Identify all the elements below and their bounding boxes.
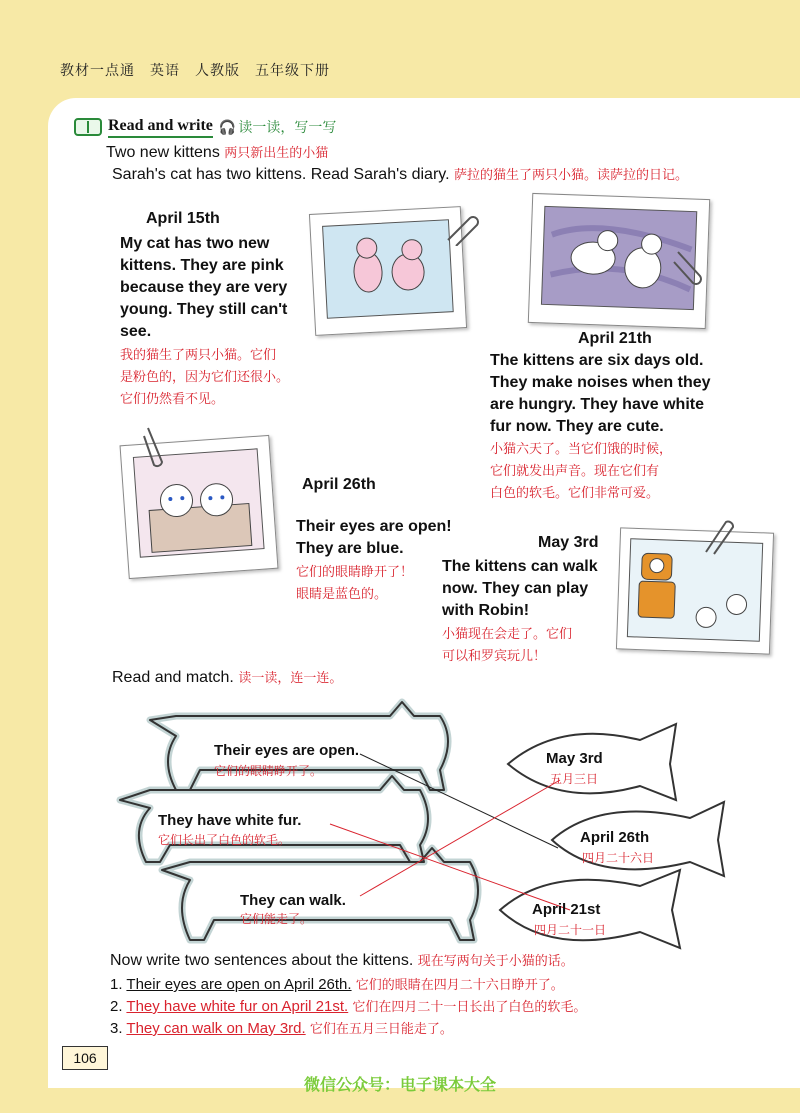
answer-cn: 它们在四月二十一日长出了白色的软毛。	[352, 999, 587, 1014]
fish-text-2: April 26th	[580, 829, 650, 846]
fish-cn-3: 四月二十一日	[534, 923, 607, 937]
fish-text-3: April 21st	[532, 901, 601, 918]
diary-date-1: April 15th	[146, 210, 220, 227]
diary-text-1: My cat has two new kittens. They are pink because they are very young. They still can't see.	[120, 235, 288, 340]
diary-date-3: April 26th	[302, 476, 376, 493]
write-instruction-en: Now write two sentences about the kittens.	[110, 952, 414, 969]
task-en: Sarah's cat has two kittens. Read Sarah's diary.	[112, 166, 450, 183]
task-cn: 萨拉的猫生了两只小猫。读萨拉的日记。	[453, 167, 688, 182]
section-title-en: Read and write	[108, 117, 213, 138]
match-instruction-cn: 读一读，连一连。	[238, 670, 343, 685]
answer-number: 3.	[110, 1020, 123, 1037]
cat-text-2: They have white fur.	[158, 812, 302, 829]
write-instruction	[110, 950, 574, 972]
diary-cn-2: 小猫六天了。当它们饿的时候， 它们就发出声音。现在它们有 白色的软毛。它们非常可爱。	[490, 441, 673, 500]
answer-cn: 它们在五月三日能走了。	[309, 1021, 453, 1036]
diary-date-4: May 3rd	[538, 534, 599, 551]
footer-watermark: 微信公众号：电子课本大全	[303, 1077, 496, 1094]
headphone-icon: 🎧	[218, 118, 237, 135]
fish-cn-2: 四月二十六日	[582, 851, 655, 865]
diary-text-3: Their eyes are open! They are blue.	[296, 518, 452, 557]
answer-number: 1.	[110, 976, 123, 993]
cat-text-3: They can walk.	[240, 892, 346, 909]
answer-en: They can walk on May 3rd.	[126, 1020, 306, 1037]
section-title-cn: 读一读，写一写	[238, 119, 337, 135]
answer-en: They have white fur on April 21st.	[126, 998, 349, 1015]
answer-2	[110, 996, 586, 1018]
diary-cn-1: 我的猫生了两只小猫。它们 是粉色的，因为它们还很小。 它们仍然看不见。	[120, 347, 290, 406]
answer-number: 2.	[110, 998, 123, 1015]
cat-cn-2: 它们长出了白色的软毛。	[158, 833, 291, 847]
fish-cn-1: 五月三日	[550, 772, 599, 786]
cat-cn-3: 它们能走了。	[240, 912, 313, 926]
cat-cn-1: 它们的眼睛睁开了。	[214, 764, 323, 778]
answer-3	[110, 1018, 453, 1040]
page-header: 教材一点通 英语 人教版 五年级下册	[60, 62, 330, 78]
answer-en: Their eyes are open on April 26th.	[126, 976, 352, 993]
cat-text-1: Their eyes are open.	[214, 742, 360, 759]
diary-cn-4: 小猫现在会走了。它们 可以和罗宾玩儿！	[442, 626, 573, 663]
answer-1	[110, 974, 564, 996]
match-line-3	[360, 780, 560, 896]
write-instruction-cn: 现在写两句关于小猫的话。	[417, 953, 574, 968]
answer-cn: 它们的眼睛在四月二十六日睁开了。	[355, 977, 564, 992]
diary-text-4: The kittens can walk now. They can play with Robin!	[442, 558, 598, 619]
page-number: 106	[62, 1046, 108, 1070]
story-title-cn: 两只新出生的小猫	[224, 145, 329, 160]
diary-text-2: The kittens are six days old. They make noises when they are hungry. They have white fur now. They are cute.	[490, 352, 711, 435]
story-title-en: Two new kittens	[106, 144, 220, 161]
diary-date-2: April 21th	[578, 330, 652, 347]
fish-text-1: May 3rd	[546, 750, 603, 767]
diary-cn-3: 它们的眼睛睁开了！ 眼睛是蓝色的。	[296, 564, 414, 601]
match-instruction-en: Read and match.	[112, 669, 234, 686]
